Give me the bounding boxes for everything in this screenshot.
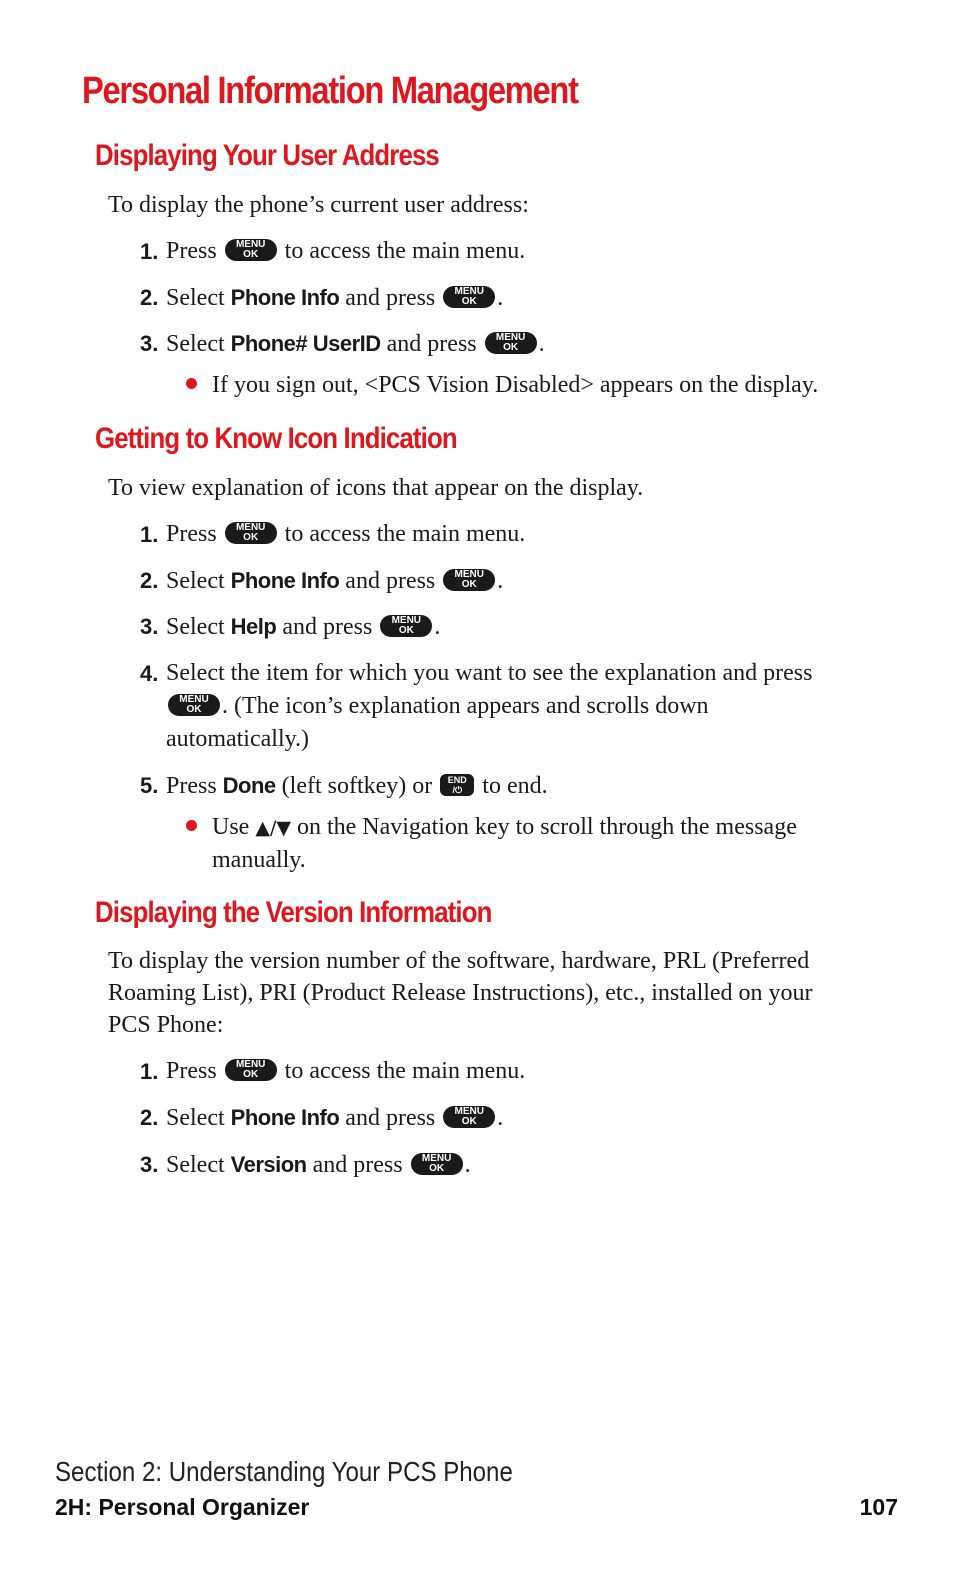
step-item [140,235,840,268]
step-item [140,1101,840,1135]
step-text: . [497,568,504,594]
menu-ok-key-icon: MENU OK [485,332,537,354]
step-text: and press [386,331,477,357]
step-text: . [497,285,504,311]
step-text: Select [166,1152,225,1178]
step-text: . [464,1152,471,1178]
section-intro: To view explanation of icons that appear on the display. [108,475,644,501]
menu-ok-key-icon: MENU OK [225,239,277,261]
step-number: 2. [140,1105,159,1130]
step-text: Select [166,331,225,357]
bullet-text: on the Navigation key to scroll through the message manually. [212,814,797,873]
menu-ok-key-icon: MENU OK [443,1106,495,1128]
softkey-label: Done [222,773,276,798]
step-number: 3. [140,1152,159,1177]
step-text: and press [282,614,373,640]
page-title: Personal Information Management [82,70,578,112]
step-text: Press [166,1058,217,1084]
step-item [140,518,840,551]
step-item [140,1055,840,1088]
step-text: Select [166,1105,225,1131]
bullet-text: If you sign out, <PCS Vision Disabled> appears on the display. [212,372,819,398]
step-number: 1. [140,239,159,264]
menu-ok-key-icon: MENU OK [380,615,432,637]
step-item [140,769,840,803]
step-text: Press [166,238,217,264]
step-item [140,1148,840,1182]
section-heading-version-info: Displaying the Version Information [95,896,492,929]
footer-chapter-title: 2H: Personal Organizer [55,1494,310,1520]
step-number: 4. [140,661,159,686]
step-text: and press [312,1152,403,1178]
step-text: . [497,1105,504,1131]
step-item [140,281,840,315]
section-heading-user-address: Displaying Your User Address [95,139,439,172]
step-number: 2. [140,568,159,593]
step-text: Select [166,614,225,640]
menu-ok-key-icon: MENU OK [225,522,277,544]
menu-ok-key-icon: MENU OK [443,569,495,591]
step-number: 1. [140,1059,159,1084]
section-heading-icon-indication: Getting to Know Icon Indication [95,422,457,455]
bullet-text: Use [212,814,250,840]
menu-ok-key-icon: MENU OK [443,286,495,308]
bullet-icon [186,820,197,831]
menu-option-label: Phone Info [230,1105,340,1130]
step-text: to end. [482,773,548,799]
step-text: Select [166,568,225,594]
step-item [140,327,840,361]
step-text: . (The icon’s explanation appears and scrolls down automatically.) [166,693,709,752]
bullet-icon [186,378,197,389]
step-number: 5. [140,773,159,798]
step-text: Select [166,285,225,311]
step-item [140,657,840,756]
navigation-arrows-icon: ▲/▼ [255,817,291,839]
step-text: to access the main menu. [284,521,526,547]
step-text: to access the main menu. [284,1058,526,1084]
bullet-note [186,811,846,876]
step-number: 1. [140,522,159,547]
step-text: Press [166,521,217,547]
bullet-note [186,369,846,401]
step-item [140,564,840,598]
end-power-key-icon: END /⏻ [440,774,474,796]
page-number: 107 [859,1494,898,1520]
step-number: 3. [140,331,159,356]
menu-option-label: Phone# UserID [230,331,381,356]
step-item [140,610,840,644]
step-number: 2. [140,285,159,310]
step-number: 3. [140,614,159,639]
step-text: . [538,331,545,357]
menu-ok-key-icon: MENU OK [225,1059,277,1081]
section-intro: To display the version number of the software, hardware, PRL (Preferred Roaming List), PRI (Product Release Instructions), etc., installed on your PCS Phone: [108,948,813,1038]
step-text: . [434,614,441,640]
menu-option-label: Version [230,1152,307,1177]
step-text: and press [345,1105,436,1131]
menu-option-label: Help [230,614,277,639]
step-text: to access the main menu. [284,238,526,264]
menu-option-label: Phone Info [230,285,340,310]
step-text: and press [345,568,436,594]
menu-ok-key-icon: MENU OK [168,694,220,716]
section-intro: To display the phone’s current user address: [108,192,529,218]
menu-option-label: Phone Info [230,568,340,593]
step-text: and press [345,285,436,311]
step-text: Select the item for which you want to see the explanation and press [166,660,813,686]
step-text: Press [166,773,217,799]
footer-section-title: Section 2: Understanding Your PCS Phone [55,1456,513,1487]
menu-ok-key-icon: MENU OK [411,1153,463,1175]
step-text: (left softkey) or [281,773,433,799]
